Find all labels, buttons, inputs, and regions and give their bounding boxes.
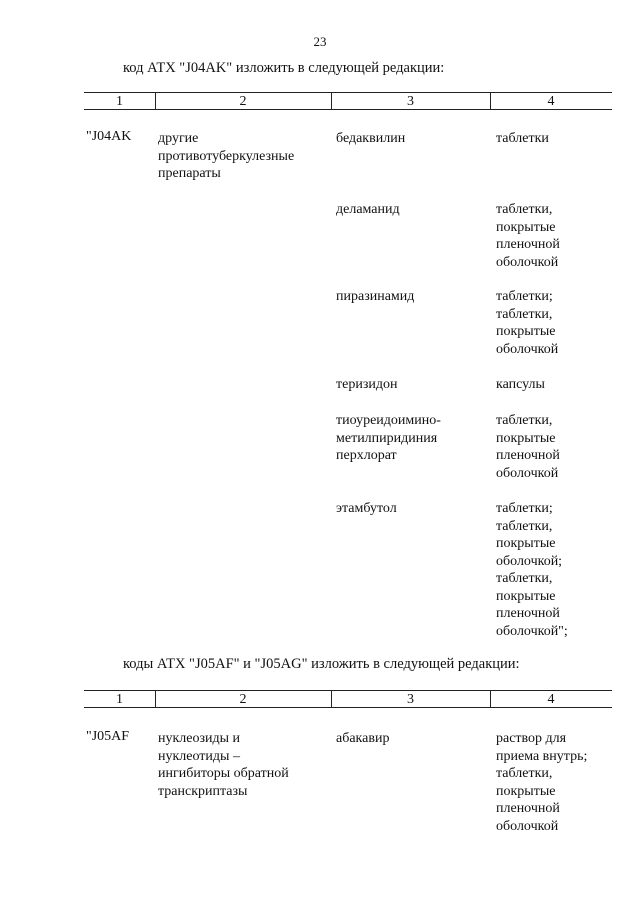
drug-name: тиоуреидоимино- метилпиридиния перхлорат	[336, 413, 441, 463]
drug-name: теризидон	[336, 377, 398, 392]
dosage-form: таблетки; таблетки, покрытые оболочкой	[496, 289, 559, 357]
page-number: 23	[313, 34, 327, 49]
column-header-3: 3	[407, 94, 414, 109]
dosage-form: капсулы	[496, 377, 545, 392]
dosage-form: таблетки, покрытые пленочной оболочкой	[496, 202, 560, 270]
column-header-4: 4	[547, 692, 555, 707]
section2-intro: коды АТХ "J05AF" и "J05AG" изложить в следующей редакции:	[123, 656, 520, 672]
dosage-form: таблетки; таблетки, покрытые оболочкой; таблетки, покрытые пленочной оболочкой";	[496, 501, 568, 639]
drug-name: абакавир	[336, 731, 390, 746]
drug-name: бедаквилин	[336, 131, 406, 146]
dosage-form: раствор для приема внутрь; таблетки, покрытые пленочной оболочкой	[496, 731, 588, 834]
column-header-2: 2	[239, 692, 247, 707]
atc-group: нуклеозиды и нуклеотиды – ингибиторы обратной транскриптазы	[158, 731, 289, 799]
drug-name: этамбутол	[336, 501, 397, 516]
drug-name: пиразинамид	[336, 289, 415, 304]
dosage-form: таблетки	[496, 131, 549, 146]
column-header-1: 1	[116, 692, 123, 707]
header-top-rule	[84, 690, 612, 691]
header-top-rule	[84, 92, 612, 93]
atc-code: "J04AK	[86, 129, 132, 144]
dosage-form: таблетки, покрытые пленочной оболочкой	[496, 413, 560, 481]
atc-code: "J05AF	[86, 729, 130, 744]
column-header-1: 1	[116, 94, 123, 109]
column-header-4: 4	[547, 94, 555, 109]
section1-intro: код АТХ "J04AK" изложить в следующей редакции:	[123, 60, 445, 76]
column-header-3: 3	[407, 692, 414, 707]
atc-group: другие противотуберкулезные препараты	[158, 131, 295, 181]
drug-name: деламанид	[336, 202, 400, 217]
column-header-2: 2	[239, 94, 247, 109]
